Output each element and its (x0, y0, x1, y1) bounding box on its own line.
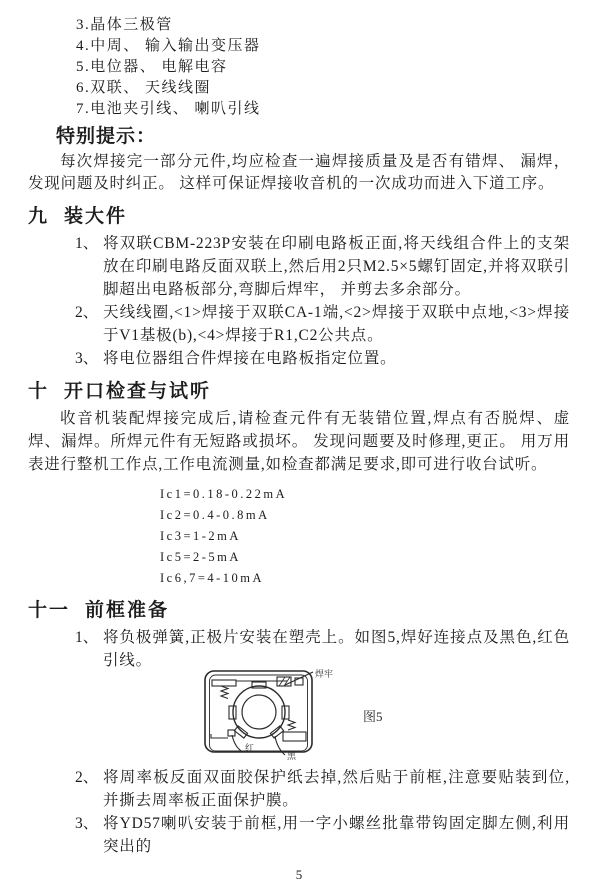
list-item (75, 812, 570, 858)
red-lead-wire (232, 735, 243, 752)
solder-label: 焊牢 (315, 669, 334, 679)
section-11-title: 前框准备 (85, 600, 170, 621)
section-11-heading (28, 598, 570, 624)
speaker-opening-inner (242, 695, 276, 729)
parts-list-item: 4.中周、 输入输出变压器 (76, 38, 261, 54)
section-9-heading (28, 204, 570, 230)
item-text: 天线线圈,<1>焊接于双联CA-1端,<2>焊接于双联中点地,<3>焊接于V1基极(b),<4>焊接于R1,C2公共点。 (103, 304, 570, 344)
figure-5 (185, 668, 570, 766)
spring-symbol-bottom (288, 720, 295, 730)
section-9-number: 九 (28, 206, 50, 227)
item-text: 将周率板反面双面胶保护纸去掉,然后贴于前框,注意要贴装到位,并撕去周率板正面保护膜。 (103, 769, 570, 809)
black-wire-label: 黑 (287, 751, 297, 761)
special-note-title: 特别提示： (56, 126, 157, 147)
item-number: 3、 (75, 350, 99, 367)
section-9-title: 装大件 (64, 206, 128, 227)
front-frame-outline (205, 671, 312, 752)
section-11-number: 十一 (28, 600, 71, 621)
item-text: 将双联CBM-223P安装在印刷电路板正面,将天线组合件上的支架放在印刷电路反面双联上,然后用2只M2.5×5螺钉固定,并将双联引脚超出电路板部分,弯脚后焊牢， 并剪去多余部分。 (103, 235, 570, 298)
section-10-heading (28, 379, 570, 405)
negative-plate (212, 680, 236, 686)
measurement-line: Ic6,7=4-10mA (160, 571, 265, 585)
page-number: 5 (295, 867, 303, 882)
parts-list-item: 6.双联、 天线线圈 (76, 80, 212, 96)
hatch-line (279, 677, 285, 686)
parts-list-item: 3.晶体三极管 (76, 17, 173, 33)
list-item (75, 766, 570, 812)
section-10-number: 十 (28, 381, 50, 402)
parts-list-item: 7.电池夹引线、 喇叭引线 (76, 101, 261, 117)
list-item (75, 347, 570, 370)
list-item (75, 626, 570, 672)
current-measurements (160, 484, 570, 589)
section-11-items (28, 626, 570, 858)
item-number: 2、 (75, 769, 99, 786)
special-note-body: 每次焊接完一部分元件,均应检查一遍焊接质量及是否有错焊、 漏焊， 发现问题及时纠正。 这样可保证焊接收音机的一次成功而进入下道工序。 (28, 153, 570, 192)
parts-list-item: 5.电位器、 电解电容 (76, 59, 228, 75)
front-frame-diagram (185, 668, 415, 766)
mount-tab-bottom-right (270, 726, 283, 738)
item-number: 1、 (75, 235, 99, 252)
mount-tab-bottom-left (234, 726, 247, 738)
red-wire-label: 红 (245, 743, 255, 753)
bottom-right-plate (283, 732, 306, 741)
spring-symbol (221, 686, 228, 699)
item-text: 将YD57喇叭安装于前框,用一字小螺丝批靠带钩固定脚左侧,利用突出的 (103, 815, 570, 855)
section-10-title: 开口检查与试听 (64, 381, 212, 402)
measurement-line: Ic5=2-5mA (160, 550, 241, 564)
item-number: 2、 (75, 304, 99, 321)
list-item (75, 301, 570, 347)
item-number: 3、 (75, 815, 99, 832)
item-text: 将电位器组合件焊接在电路板指定位置。 (103, 350, 397, 367)
list-item (75, 232, 570, 301)
figure-caption: 图5 (363, 709, 383, 724)
item-number: 1、 (75, 629, 99, 646)
speaker-opening-outer (233, 686, 285, 738)
measurement-line: Ic2=0.4-0.8mA (160, 508, 270, 522)
section-9-items (28, 232, 570, 370)
measurement-line: Ic1=0.18-0.22mA (160, 487, 288, 501)
item-text: 将负极弹簧,正极片安装在塑壳上。如图5,焊好连接点及黑色,红色引线。 (103, 629, 570, 669)
parts-list (76, 15, 570, 120)
section-10-body: 收音机装配焊接完成后,请检查元件有无装错位置,焊点有否脱焊、虚焊、漏焊。所焊元件有无短路或损坏。 发现问题要及时修理,更正。 用万用表进行整机工作点,工作电流测量,如检查都满足要求,即可进行收台试听。 (28, 410, 570, 473)
bottom-left-bracket (211, 734, 228, 738)
measurement-line: Ic3=1-2mA (160, 529, 241, 543)
